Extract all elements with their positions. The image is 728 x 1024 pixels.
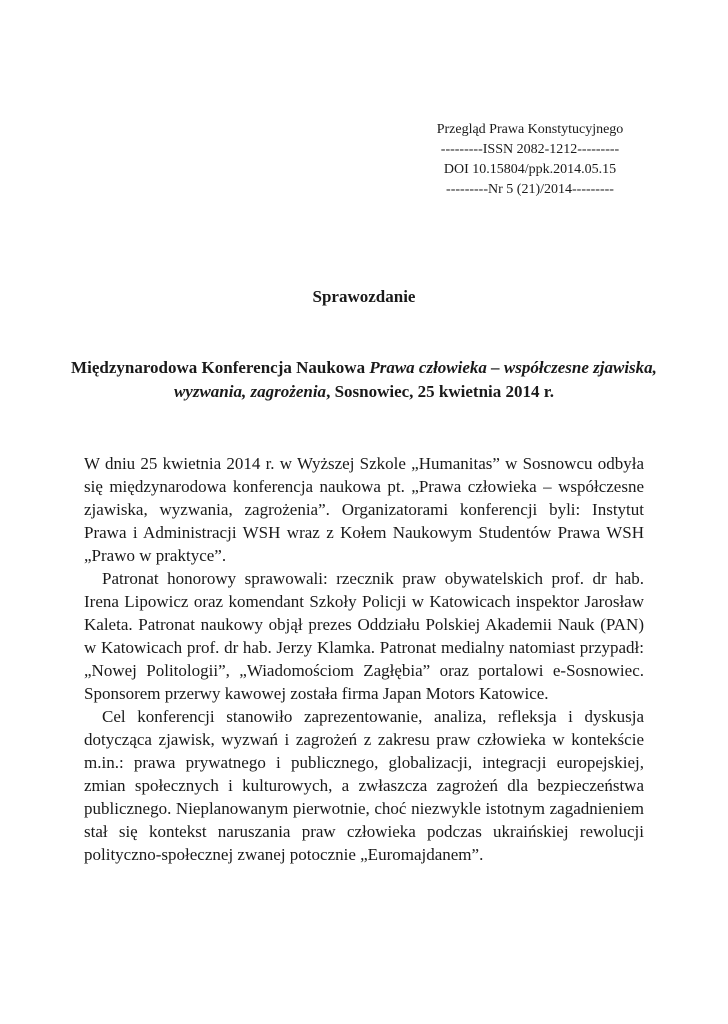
journal-issn: ---------ISSN 2082-1212--------- [440, 142, 620, 157]
journal-title: Przegląd Prawa Konstytucyjnego [436, 122, 624, 137]
journal-doi: DOI 10.15804/ppk.2014.05.15 [443, 162, 617, 177]
report-title-part2: , Sosnowiec, 25 kwietnia 2014 r. [326, 382, 555, 401]
journal-header [380, 120, 680, 200]
body-paragraph-1: W dniu 25 kwietnia 2014 r. w Wyższej Szkole „Humanitas” w Sosnowcu odbyła się międzynarodowa konferencja naukowa pt. „Prawa człowieka – współczesne zjawiska, wyzwania, zagrożenia”. Organizatorami konferencji byli: Instytut Prawa i Administracji WSH wraz z Kołem Naukowym Studentów Prawa WSH „Prawo w praktyce”. [84, 454, 644, 565]
journal-issue: ---------Nr 5 (21)/2014--------- [446, 182, 614, 197]
report-title [70, 356, 658, 404]
report-type-heading: Sprawozdanie [312, 287, 416, 306]
report-title-italic: Prawa człowieka – współczesne zjawiska, wyzwania, zagrożenia [173, 358, 657, 401]
body-paragraph-2: Patronat honorowy sprawowali: rzecznik praw obywatelskich prof. dr hab. Irena Lipowicz oraz komendant Szkoły Policji w Katowicach inspektor Jarosław Kaleta. Patronat naukowy objął prezes Oddziału Polskiej Akademii Nauk (PAN) w Katowicach prof. dr hab. Jerzy Klamka. Patronat medialny natomiast przypadł: „Nowej Politologii”, „Wiadomościom Zagłębia” oraz portalowi e-Sosnowiec. Sponsorem przerwy kawowej została firma Japan Motors Katowice. [84, 569, 644, 703]
body-paragraph-3: Cel konferencji stanowiło zaprezentowanie, analiza, refleksja i dyskusja dotycząca zjawisk, wyzwań i zagrożeń z zakresu praw człowieka w kontekście m.in.: prawa prywatnego i publicznego, globalizacji, integracji europejskiej, zmian społecznych i kulturowych, a zwłaszcza zagrożeń dla bezpieczeństwa publicznego. Nieplanowanym pierwotnie, choć niezwykle istotnym zagadnieniem stał się kontekst naruszania praw człowieka podczas ukraińskiej rewolucji polityczno-społecznej zwanej potocznie „Euromajdanem”. [84, 707, 644, 864]
report-title-part1: Międzynarodowa Konferencja Naukowa [71, 358, 370, 377]
report-body [84, 452, 644, 866]
